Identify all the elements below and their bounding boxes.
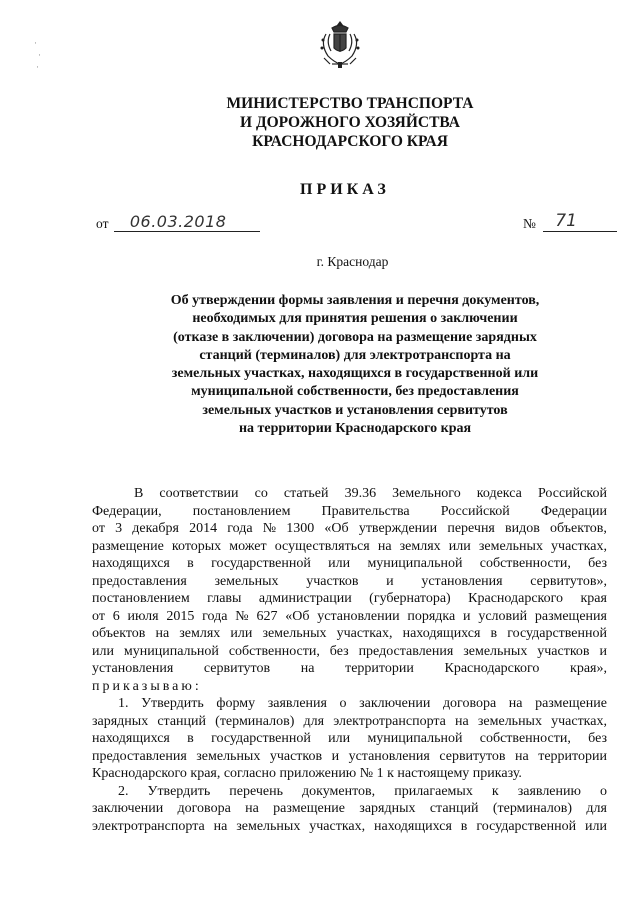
- body-line: Краснодарского края, согласно приложению № 1 к настоящему приказу.: [92, 766, 522, 781]
- title-line: земельных участков и установления сервитутов: [202, 402, 508, 418]
- body-line: размещение которых может осуществляться на землях или земельных участках,: [92, 538, 607, 554]
- body-line: приказываю:: [92, 678, 202, 694]
- number-prefix: №: [523, 216, 536, 231]
- body-line: заключении договора на размещение зарядных станций (терминалов) для: [92, 801, 607, 816]
- title-line: (отказе в заключении) договора на размещение зарядных: [173, 329, 537, 345]
- body-line: 2. Утвердить перечень документов, прилагаемых к заявлению о: [118, 783, 607, 799]
- body-line: или муниципальной собственности, без предоставления земельных участков и: [92, 643, 607, 659]
- coat-of-arms-emblem: [318, 18, 362, 70]
- handwritten-date: 06.03.2018: [129, 212, 227, 231]
- ministry-line: КРАСНОДАРСКОГО КРАЯ: [252, 133, 448, 150]
- body-line: предоставления земельных участков и установления сервитутов»,: [92, 573, 607, 589]
- number-field: [523, 211, 617, 232]
- date-underline: [114, 212, 260, 232]
- number-underline: [543, 211, 617, 232]
- title-line: станций (терминалов) для электротранспорта на: [199, 347, 511, 363]
- title-line: земельных участках, находящихся в государственной или: [171, 366, 539, 382]
- title-line: необходимых для принятия решения о заключении: [192, 311, 518, 327]
- title-line: Об утверждении формы заявления и перечня документов,: [170, 293, 540, 308]
- document-type: ПРИКАЗ: [300, 181, 390, 198]
- handwritten-number: 71: [555, 211, 577, 231]
- body-line: установления сервитутов на территории Краснодарского края»,: [92, 661, 607, 676]
- body-line: Федерации, постановлением Правительства Российской Федерации: [92, 503, 607, 519]
- body-line: электротранспорта на земельных участках, находящихся в государственной или: [92, 818, 607, 834]
- body-line: 1. Утвердить форму заявления о заключении договора на размещение: [118, 696, 607, 711]
- city-name: г. Краснодар: [316, 254, 389, 269]
- body-line: находящихся в государственной или муниципальной собственности, без: [92, 731, 607, 746]
- scan-speck: ·: [34, 38, 37, 48]
- ministry-name: [200, 94, 500, 151]
- body-line: зарядных станций (терминалов) для электротранспорта на земельных участках,: [92, 713, 607, 729]
- order-body: [92, 485, 607, 835]
- date-prefix: от: [96, 216, 109, 231]
- scan-speck: ·: [36, 62, 39, 72]
- title-line: на территории Краснодарского края: [238, 421, 472, 437]
- date-field: [96, 212, 260, 232]
- body-line: В соответствии со статьей 39.36 Земельного кодекса Российской: [134, 486, 607, 501]
- body-line: объектов на землях или земельных участках, находящихся в государственной: [92, 626, 607, 641]
- scan-speck: ·: [38, 50, 41, 60]
- body-line: предоставления земельных участков и установления сервитутов на территории: [92, 748, 607, 764]
- body-line: находящихся в государственной или муниципальной собственности, без: [92, 556, 607, 571]
- ministry-line: И ДОРОЖНОГО ХОЗЯЙСТВА: [240, 114, 460, 131]
- title-line: муниципальной собственности, без предоставления: [191, 384, 519, 400]
- body-line: постановлением главы администрации (губернатора) Краснодарского края: [92, 591, 607, 606]
- order-title: [145, 292, 565, 438]
- body-line: от 3 декабря 2014 года № 1300 «Об утверждении перечня видов объектов,: [92, 521, 607, 536]
- body-line: от 6 июля 2015 года № 627 «Об установлении порядка и условий размещения: [92, 608, 607, 624]
- ministry-line: МИНИСТЕРСТВО ТРАНСПОРТА: [226, 95, 474, 112]
